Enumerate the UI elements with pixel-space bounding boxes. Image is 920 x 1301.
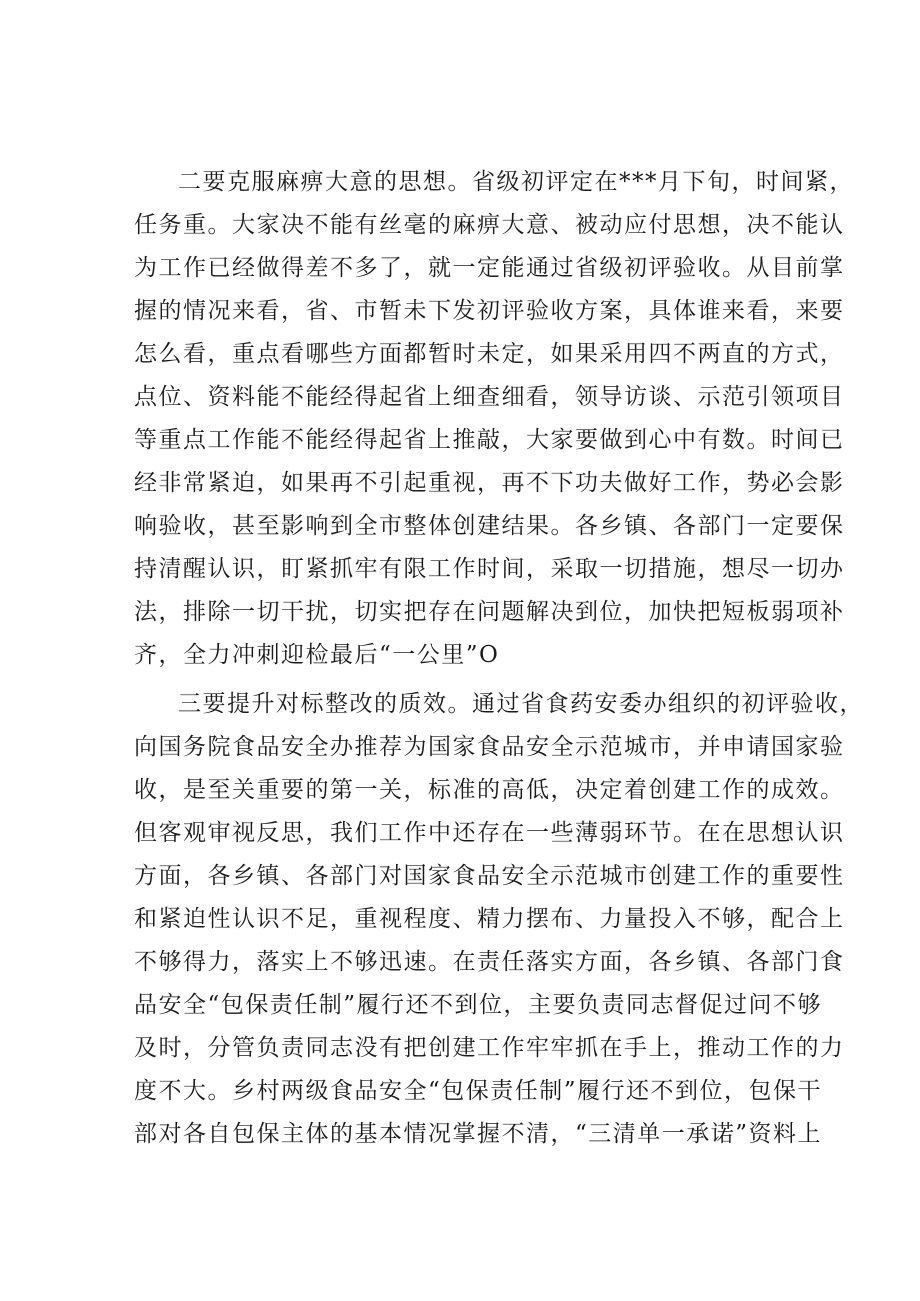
paragraph-line: 三要提升对标整改的质效。通过省食药安委办组织的初评验收，	[178, 691, 864, 717]
paragraph-line: 收，是至关重要的第一关，标准的高低，决定着创建工作的成效。	[134, 777, 845, 803]
paragraph-line: 不够得力，落实上不够迅速。在责任落实方面，各乡镇、各部门食	[134, 949, 845, 975]
paragraph-line: 响验收，甚至影响到全市整体创建结果。各乡镇、各部门一定要保	[134, 513, 845, 539]
paragraph-line: 部对各自包保主体的基本情况掌握不清，“三清单一承诺”资料上	[134, 1121, 823, 1147]
paragraph-line: 经非常紧迫，如果再不引起重视，再不下功夫做好工作，势必会影	[134, 470, 845, 496]
paragraph-line: 等重点工作能不能经得起省上推敲，大家要做到心中有数。时间已	[134, 427, 845, 453]
paragraph-line: 握的情况来看，省、市暂未下发初评验收方案，具体谁来看，来要	[134, 298, 845, 324]
paragraph-line: 法，排除一切干扰，切实把存在问题解决到位，加快把短板弱项补	[134, 599, 845, 625]
paragraph-line: 为工作已经做得差不多了，就一定能通过省级初评验收。从目前掌	[134, 255, 845, 281]
paragraph-line: 度不大。乡村两级食品安全“包保责任制”履行还不到位，包保干	[134, 1078, 823, 1104]
paragraph-line: 持清醒认识，盯紧抓牢有限工作时间，采取一切措施，想尽一切办	[134, 556, 845, 582]
paragraph-line: 方面，各乡镇、各部门对国家食品安全示范城市创建工作的重要性	[134, 863, 845, 889]
paragraph-line: 齐，全力冲刺迎检最后“一公里”O	[134, 642, 500, 668]
paragraph-line: 点位、资料能不能经得起省上细查细看，领导访谈、示范引领项目	[134, 384, 845, 410]
paragraph-line: 但客观审视反思，我们工作中还存在一些薄弱环节。在在思想认识	[134, 820, 845, 846]
paragraph-line: 品安全“包保责任制”履行还不到位，主要负责同志督促过问不够	[134, 992, 823, 1018]
paragraph-line: 向国务院食品安全办推荐为国家食品安全示范城市，并申请国家验	[134, 734, 845, 760]
paragraph-line: 和紧迫性认识不足，重视程度、精力摆布、力量投入不够，配合上	[134, 906, 845, 932]
paragraph-line: 任务重。大家决不能有丝毫的麻痹大意、被动应付思想，决不能认	[134, 212, 845, 238]
paragraph-line: 二要克服麻痹大意的思想。省级初评定在***月下旬，时间紧，	[178, 169, 854, 195]
paragraph-line: 及时，分管负责同志没有把创建工作牢牢抓在手上，推动工作的力	[134, 1035, 845, 1061]
paragraph-line: 怎么看，重点看哪些方面都暂时未定，如果采用四不两直的方式，	[134, 341, 845, 367]
